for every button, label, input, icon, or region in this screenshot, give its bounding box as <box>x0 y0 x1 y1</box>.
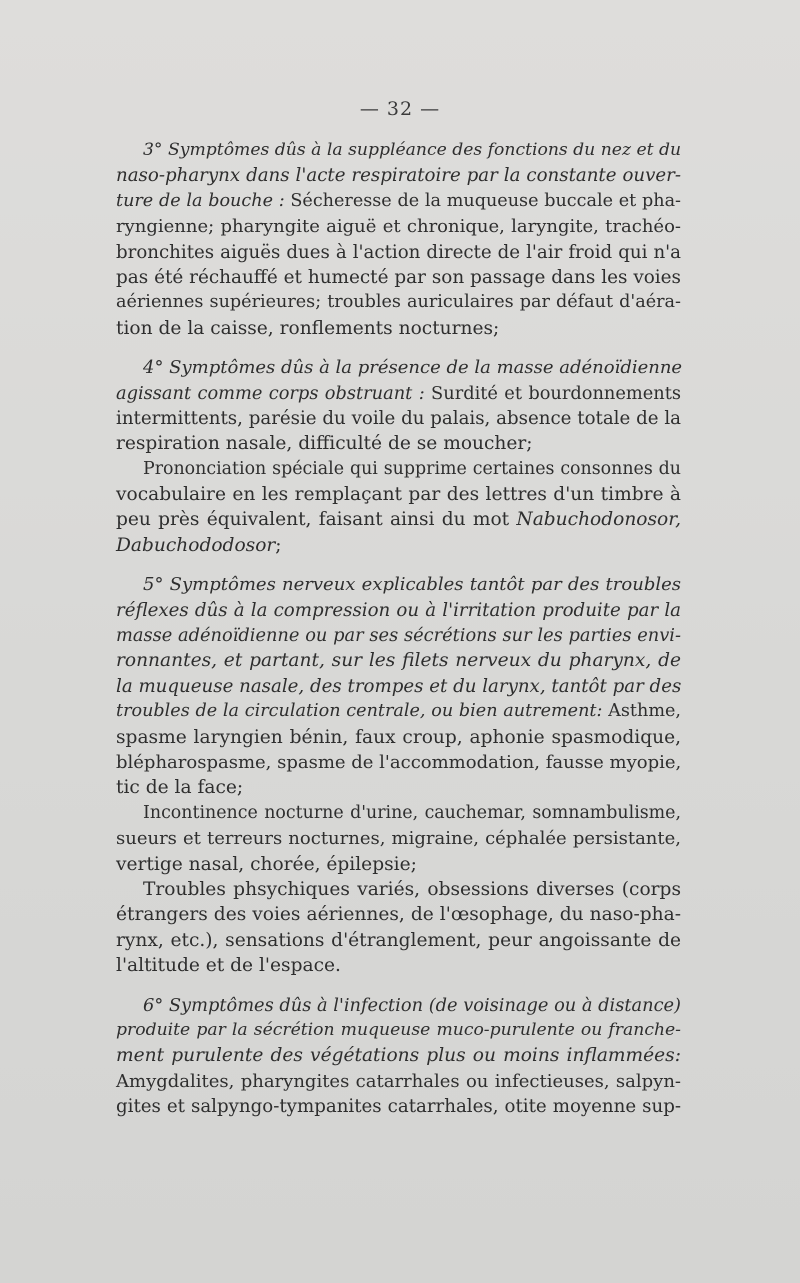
text-line: pas été réchauffé et humecté par son passage dans les voies <box>116 266 681 288</box>
text-line: vocabulaire en les remplaçant par des lettres d'un timbre à <box>116 484 681 506</box>
text-line: masse adénoïdienne ou par ses sécrétions sur les parties envi- <box>116 625 681 647</box>
text-line: respiration nasale, difficulté de se moucher; <box>116 433 533 455</box>
text-line: spasme laryngien bénin, faux croup, aphonie spasmodique, <box>116 726 681 748</box>
text-line: troubles de la circulation centrale, ou bien autrement: Asthme, <box>116 701 682 722</box>
text-line: Amygdalites, pharyngites catarrhales ou infectieuses, salpyn- <box>116 1070 681 1092</box>
text-line: blépharospasme, spasme de l'accommodation, fausse myopie, <box>116 751 682 773</box>
page-text <box>116 138 681 1119</box>
text-line: naso-pharynx dans l'acte respiratoire par la constante ouver- <box>116 165 681 187</box>
text-line: 4° Symptômes dûs à la présence de la masse adénoïdienne <box>143 357 683 379</box>
text-line: la muqueuse nasale, des trompes et du larynx, tantôt par des <box>116 675 682 697</box>
text-line: 6° Symptômes dûs à l'infection (de voisinage ou à distance) <box>143 994 681 1016</box>
text-line: aériennes supérieures; troubles auriculaires par défaut d'aéra- <box>116 292 681 313</box>
text-line: gites et salpyngo-tympanites catarrhales, otite moyenne sup- <box>116 1096 681 1118</box>
text-line: sueurs et terreurs nocturnes, migraine, céphalée persistante, <box>116 828 681 850</box>
text-line: peu près équivalent, faisant ainsi du mot Nabuchodonosor, <box>116 509 681 531</box>
text-line: ture de la bouche : Sécheresse de la muqueuse buccale et pha- <box>116 190 681 211</box>
text-line: ryngienne; pharyngite aiguë et chronique, laryngite, trachéo- <box>116 216 681 238</box>
text-line: l'altitude et de l'espace. <box>116 955 341 977</box>
text-line: ronnantes, et partant, sur les filets nerveux du pharynx, de <box>116 650 681 672</box>
text-line: Dabuchododosor; <box>116 534 282 556</box>
text-line: Incontinence nocturne d'urine, cauchemar, somnambulisme, <box>143 802 681 823</box>
text-line: 5° Symptômes nerveux explicables tantôt par des troubles <box>143 574 681 596</box>
text-line: 3° Symptômes dûs à la suppléance des fonctions du nez et du <box>143 140 682 160</box>
text-line: vertige nasal, chorée, épilepsie; <box>116 853 417 875</box>
text-line: Troubles phsychiques variés, obsessions diverses (corps <box>143 878 681 900</box>
text-line: tic de la face; <box>116 777 244 799</box>
text-line: réflexes dûs à la compression ou à l'irritation produite par la <box>116 599 681 621</box>
text-line: agissant comme corps obstruant : Surdité et bourdonnements <box>116 382 681 404</box>
text-line: bronchites aiguës dues à l'action directe de l'air froid qui n'a <box>116 241 681 263</box>
text-line: Prononciation spéciale qui supprime certaines consonnes du <box>143 458 681 479</box>
text-line: produite par la sécrétion muqueuse muco-purulente ou franche- <box>116 1019 681 1040</box>
page-number: — 32 — <box>359 98 441 120</box>
text-line: tion de la caisse, ronflements nocturnes; <box>116 317 500 339</box>
text-line: étrangers des voies aériennes, de l'œsophage, du naso-pha- <box>116 904 681 926</box>
text-line: ment purulente des végétations plus ou moins inflammées: <box>116 1045 681 1067</box>
text-line: rynx, etc.), sensations d'étranglement, peur angoissante de <box>116 929 681 951</box>
text-line: intermittents, parésie du voile du palais, absence totale de la <box>116 407 681 429</box>
